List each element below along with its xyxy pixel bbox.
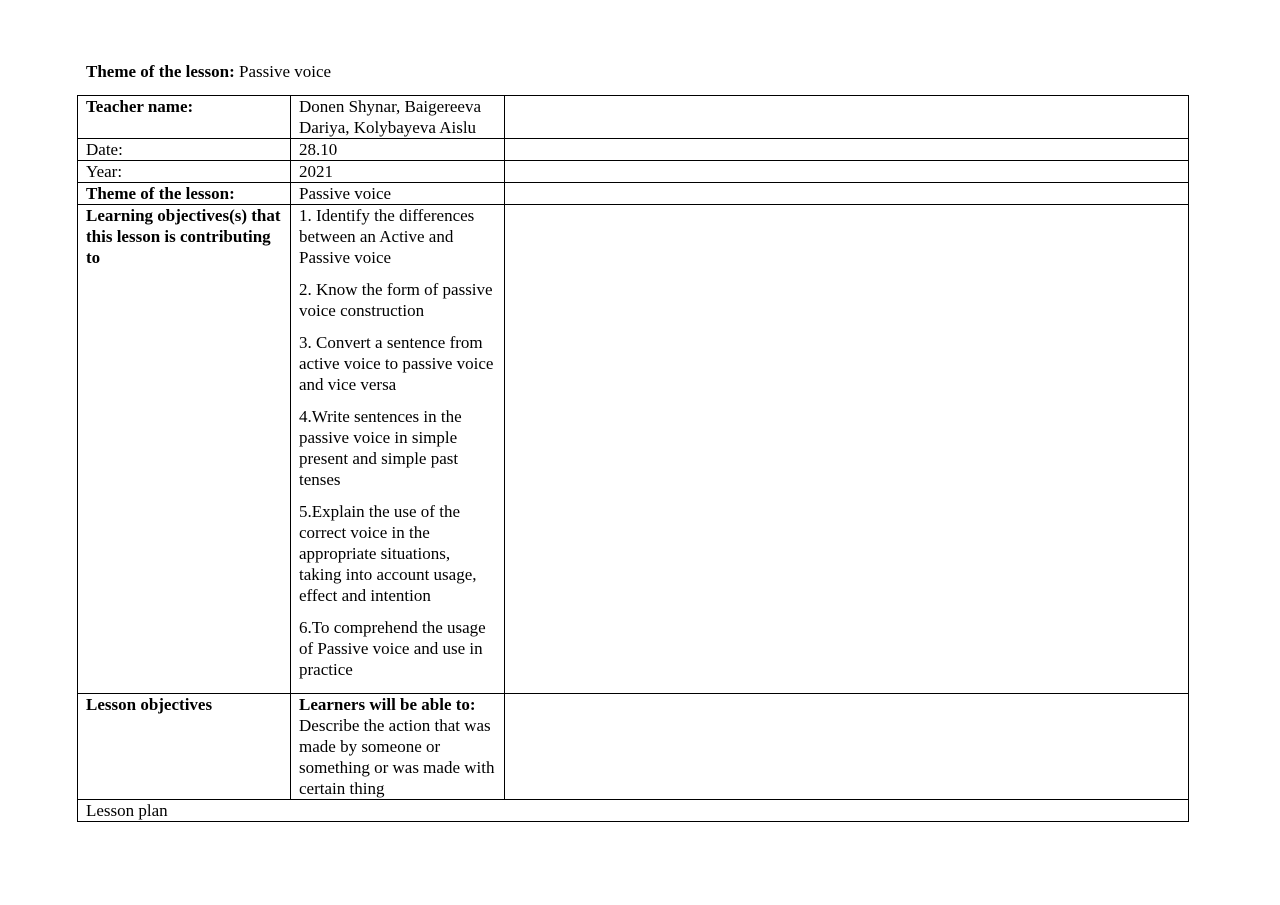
learning-objective-item: 3. Convert a sentence from active voice to passive voice and vice versa: [299, 333, 494, 394]
learning-objective-item: 1. Identify the differences between an Active and Passive voice: [299, 206, 475, 267]
theme-label: Theme of the lesson:: [78, 183, 291, 205]
date-value: 28.10: [291, 139, 505, 161]
table-row: [78, 161, 1189, 183]
learning-objectives-list: [291, 205, 505, 694]
empty-cell: [505, 161, 1189, 183]
learning-objective-item: 2. Know the form of passive voice construction: [299, 280, 493, 320]
lesson-objectives-content: [291, 694, 505, 800]
teacher-name-label: Teacher name:: [78, 96, 291, 139]
empty-cell: [505, 205, 1189, 694]
table-row: [78, 139, 1189, 161]
table-row: [78, 183, 1189, 205]
learning-objective-item: 5.Explain the use of the correct voice in the appropriate situations, taking into account usage, effect and intention: [299, 502, 477, 605]
lesson-objectives-label: Lesson objectives: [78, 694, 291, 800]
empty-cell: [505, 183, 1189, 205]
learning-objective-item: 6.To comprehend the usage of Passive voice and use in practice: [299, 618, 486, 679]
year-value: 2021: [291, 161, 505, 183]
lesson-plan-table: [77, 95, 1189, 822]
date-label: Date:: [78, 139, 291, 161]
heading-value: Passive voice: [238, 62, 332, 81]
heading-label: Theme of the lesson:: [86, 62, 235, 81]
lesson-plan-label: Lesson plan: [78, 800, 1189, 822]
teacher-name-value: Donen Shynar, Baigereeva Dariya, Kolybayeva Aislu: [291, 96, 505, 139]
table-row: [78, 694, 1189, 800]
empty-cell: [505, 694, 1189, 800]
learning-objectives-label: Learning objectives(s) that this lesson is contributing to: [78, 205, 291, 694]
theme-value: Passive voice: [291, 183, 505, 205]
table-row: [78, 96, 1189, 139]
empty-cell: [505, 139, 1189, 161]
year-label: Year:: [78, 161, 291, 183]
learning-objective-item: 4.Write sentences in the passive voice in simple present and simple past tenses: [299, 407, 462, 489]
table-row: [78, 205, 1189, 694]
lesson-objectives-intro: Learners will be able to:: [299, 695, 476, 714]
empty-cell: [505, 96, 1189, 139]
lesson-objectives-text: Describe the action that was made by someone or something or was made with certain thing: [299, 716, 495, 798]
table-row: [78, 800, 1189, 822]
lesson-theme-heading: [86, 61, 331, 82]
